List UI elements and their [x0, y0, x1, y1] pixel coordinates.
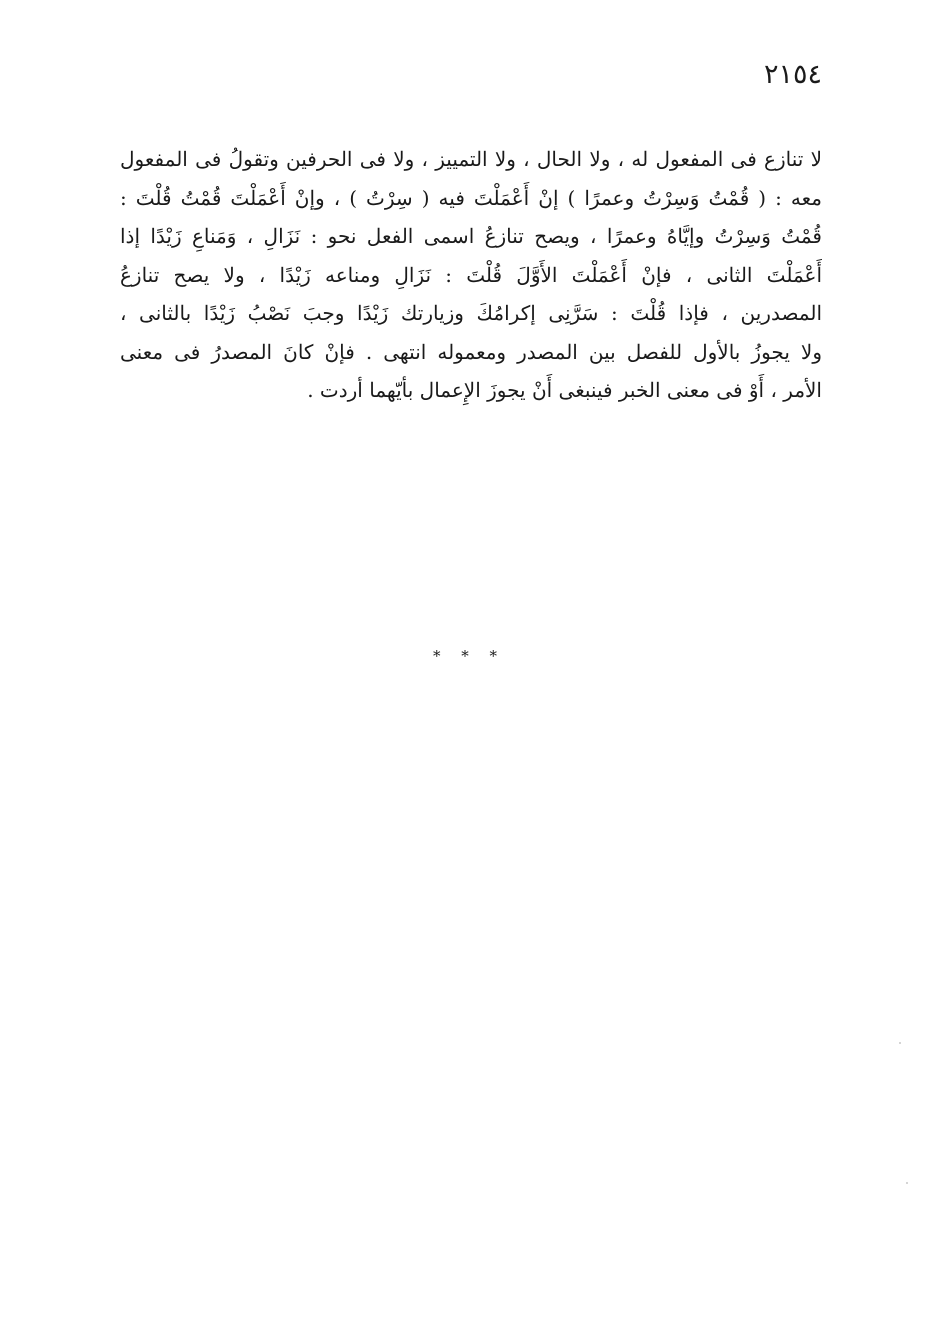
scan-speck — [906, 1182, 908, 1184]
text-line: قُمْتُ وَسِرْتُ وإيَّاهُ وعمرًا ، ويصح تنازعُ اسمى الفعل نحو : نَزَالِ ، وَمَناعِ زَيْدًا إذا — [120, 224, 822, 248]
text-line: معه : ( قُمْتُ وَسِرْتُ وعمرًا ) إنْ أَعْمَلْتَ فيه ( سِرْتُ ) ، وإنْ أَعْمَلْتَ قُمْتُ قُلْتَ : — [120, 185, 822, 210]
section-separator: * * * — [432, 647, 506, 665]
text-line: لا تنازع فى المفعول له ، ولا الحال ، ولا التمييز ، ولا فى الحرفين وتقولُ فى المفعول — [120, 147, 822, 171]
text-line: أَعْمَلْتَ الثانى ، فإنْ أَعْمَلْتَ الأَوَّلَ قُلْتَ : نَزَالِ ومناعه زَيْدًا ، ولا يصح تنازعُ — [120, 262, 822, 287]
text-line: ولا يجوزُ بالأول للفصل بين المصدر ومعموله انتهى . فإنْ كانَ المصدرُ فى معنى — [120, 339, 822, 364]
text-line: المصدرين ، فإذا قُلْتَ : سَرَّنِى إكرامُكَ وزيارتك زَيْدًا وجبَ نَصْبُ زَيْدًا بالثانى ، — [120, 301, 822, 325]
body-paragraph — [120, 140, 822, 410]
text-line: الأمر ، أَوْ فى معنى الخبر فينبغى أَنْ يجوزَ الإِعمال بأيّهما أردت . — [307, 378, 822, 402]
scan-speck — [899, 1042, 901, 1044]
page-number: ٢١٥٤ — [763, 59, 822, 90]
